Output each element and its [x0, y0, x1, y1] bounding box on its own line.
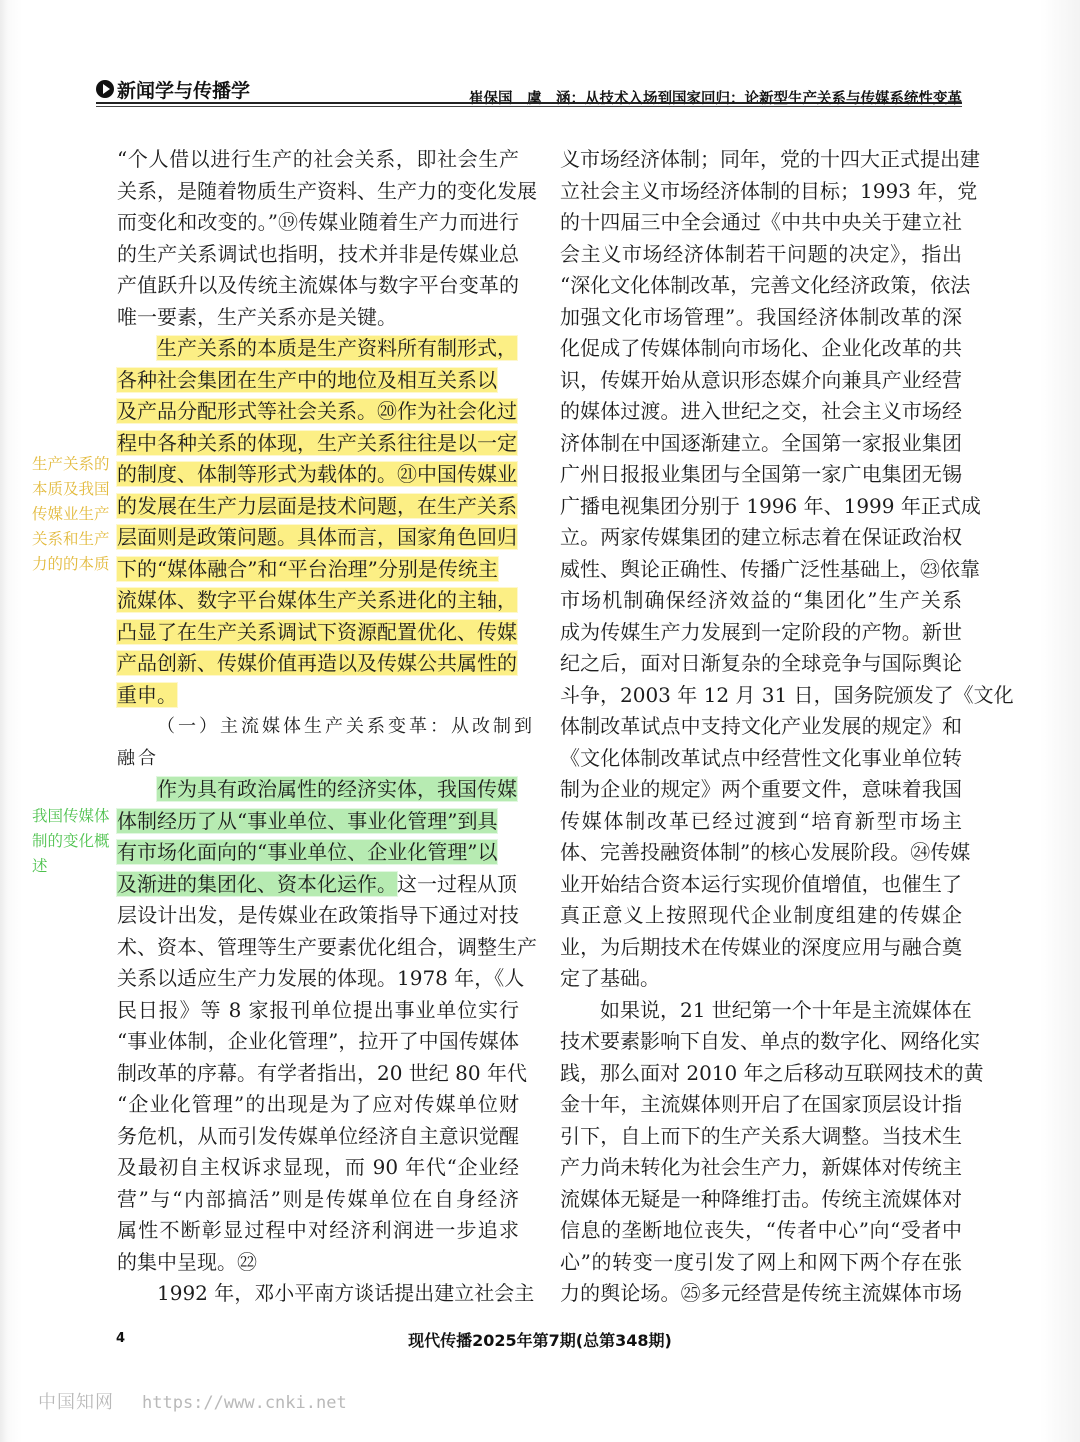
highlight-yellow: 层面则是政策问题。具体而言，国家角色回归 — [117, 525, 517, 549]
text-line: “个人借以进行生产的社会关系，即社会生产 — [117, 147, 519, 171]
text-line: “事业体制，企业化管理”，拉开了中国传媒体 — [117, 1029, 519, 1053]
text-line: 金十年，主流媒体则开启了在国家顶层设计指 — [560, 1092, 962, 1116]
margin-note-production-relations: 生产关系的本质及我国传媒业生产关系和生产力的的本质 — [32, 455, 110, 573]
text-line — [117, 365, 519, 397]
header-rule-thin — [96, 106, 962, 107]
highlight-yellow: 生产关系的本质是生产资料所有制形式， — [157, 336, 517, 360]
cnki-watermark — [38, 1388, 347, 1414]
text-line: 识，传媒开始从意识形态媒介向兼具产业经营 — [560, 367, 962, 392]
text-line: 信息的垄断地位丧失，“传者中心”向“受者中 — [560, 1218, 962, 1242]
highlight-yellow: 重申。 — [117, 682, 177, 707]
text-line — [117, 585, 519, 617]
highlight-yellow: 程中各种关系的体现，生产关系往往是以一定 — [117, 430, 517, 455]
text-line: 流媒体无疑是一种降维打击。传统主流媒体对 — [560, 1186, 962, 1211]
text-line — [117, 459, 519, 491]
text-line: 广播电视集团分别于 1996 年、1999 年正式成 — [560, 493, 981, 518]
text-line: 体、完善投融资体制”的核心发展阶段。㉔传媒 — [560, 840, 971, 864]
text-line: 化促成了传媒体制向市场化、企业化改革的共 — [560, 336, 962, 360]
journal-section-name — [96, 76, 250, 102]
section-heading: （一）主流媒体生产关系变革：从改制到 — [157, 716, 535, 737]
watermark-url: https://www.cnki.net — [142, 1393, 347, 1413]
text-line — [117, 522, 519, 554]
text-line: 如果说，21 世纪第一个十年是主流媒体在 — [600, 997, 972, 1022]
text-line: 定了基础。 — [560, 966, 660, 990]
text-line: 斗争，2003 年 12 月 31 日，国务院颁发了《文化 — [560, 682, 1014, 707]
running-title: 崔保国 虞 涵：从技术入场到国家回归：论新型生产关系与传媒系统性变革 — [469, 91, 962, 107]
text-line: 关系，是随着物质生产资料、生产力的变化发展 — [117, 178, 537, 203]
text-line — [117, 491, 519, 523]
margin-note-media-system: 我国传媒体制的变化概述 — [32, 807, 110, 875]
text-line: 力的舆论场。㉕多元经营是传统主流媒体市场 — [560, 1281, 962, 1305]
text-line: 《文化体制改革试点中经营性文化事业单位转 — [560, 745, 962, 770]
text-line: 的媒体过渡。进入世纪之交，社会主义市场经 — [560, 399, 962, 423]
text-line: 产值跃升以及传统主流媒体与数字平台变革的 — [117, 273, 519, 297]
section-heading-cont: 融合 — [117, 747, 159, 769]
text-line: 制为企业的规定》两个重要文件，意味着我国 — [560, 777, 962, 801]
text-line: 立社会主义市场经济体制的目标；1993 年，党 — [560, 178, 978, 203]
text-line: 民日报》等 8 家报刊单位提出事业单位实行 — [117, 997, 519, 1022]
text-line — [117, 428, 519, 460]
text-line: 属性不断彰显过程中对经济利润进一步追求 — [117, 1218, 519, 1242]
page-number: 4 — [116, 1331, 126, 1346]
text-line: 立。两家传媒集团的建立标志着在保证政治权 — [560, 525, 962, 549]
text-line: 的十四届三中全会通过《中共中央关于建立社 — [560, 210, 962, 234]
text-line: 心”的转变一度引发了网上和网下两个存在张 — [560, 1249, 962, 1274]
text-line: 市场机制确保经济效益的“集团化”生产关系 — [560, 588, 962, 612]
highlight-yellow: 的制度、体制等形式为载体的。㉑中国传媒业 — [117, 462, 517, 486]
text-line — [117, 680, 519, 712]
text-line: 1992 年，邓小平南方谈话提出建立社会主 — [157, 1281, 535, 1305]
text-line — [117, 554, 519, 586]
highlight-green: 作为具有政治属性的经济实体，我国传媒 — [157, 777, 517, 801]
text-line: 及渐进的集团化、资本化运作。这一过程从顶 — [117, 871, 517, 896]
watermark-site-name: 中国知网 — [38, 1392, 114, 1413]
text-line — [117, 837, 519, 869]
right-column — [560, 144, 1014, 1310]
text-line: 威性、舆论正确性、传播广泛性基础上，㉓依靠 — [560, 556, 980, 581]
text-line — [117, 396, 519, 428]
highlight-green: 体制经历了从“事业单位、事业化管理”到具 — [117, 808, 498, 833]
highlight-yellow: 的发展在生产力层面是技术问题，在生产关系 — [117, 493, 517, 518]
text-line — [117, 774, 519, 806]
text-line: 引下，自上而下的生产关系大调整。当技术生 — [560, 1123, 962, 1148]
text-line: 真正意义上按照现代企业制度组建的传媒企 — [560, 903, 962, 927]
text-line: 的生产关系调试也指明，技术并非是传媒业总 — [117, 241, 519, 266]
text-line: 及最初自主权诉求显现，而 90 年代“企业经 — [117, 1155, 519, 1179]
text-line: 义市场经济体制；同年，党的十四大正式提出建 — [560, 147, 980, 171]
journal-issue: 现代传播2025年第7期(总第348期) — [408, 1331, 672, 1350]
text-line: 加强文化市场管理”。我国经济体制改革的深 — [560, 304, 962, 329]
text-line — [117, 333, 519, 365]
text-line: 营”与“内部搞活”则是传媒单位在自身经济 — [117, 1186, 519, 1211]
text-line — [117, 648, 519, 680]
text-line: “深化文化体制改革，完善文化经济政策，依法 — [560, 273, 971, 297]
text-line: 业开始结合资本运行实现价值增值，也催生了 — [560, 871, 962, 896]
header-rule — [96, 102, 962, 104]
text-line: 技术要素影响下自发、单点的数字化、网络化实 — [560, 1029, 980, 1053]
left-column — [117, 144, 537, 1310]
text-line — [117, 617, 519, 649]
text-line: “企业化管理”的出现是为了应对传媒单位财 — [117, 1092, 519, 1116]
highlight-yellow: 产品创新、传媒价值再造以及传媒公共属性的 — [117, 651, 517, 675]
highlight-green: 及渐进的集团化、资本化运作。 — [117, 871, 397, 896]
highlight-yellow: 及产品分配形式等社会关系。⑳作为社会化过 — [117, 399, 517, 423]
highlight-yellow: 下的“媒体融合”和“平台治理”分别是传统主 — [117, 556, 498, 581]
text-line: 广州日报报业集团与全国第一家广电集团无锡 — [560, 462, 962, 486]
highlight-yellow: 流媒体、数字平台媒体生产关系进化的主轴， — [117, 588, 517, 612]
text-line: 践，那么面对 2010 年之后移动互联网技术的黄 — [560, 1060, 984, 1085]
journal-section-label: 新闻学与传播学 — [117, 79, 251, 102]
text-line: 济体制在中国逐渐建立。全国第一家报业集团 — [560, 430, 962, 455]
text-line: 务危机，从而引发传媒单位经济自主意识觉醒 — [117, 1123, 519, 1148]
text-line: 会主义市场经济体制若干问题的决定》，指出 — [560, 241, 962, 266]
text-line: 制改革的序幕。有学者指出，20 世纪 80 年代 — [117, 1060, 527, 1085]
text-line: 成为传媒生产力发展到一定阶段的产物。新世 — [560, 619, 962, 644]
text-line: 业，为后期技术在传媒业的深度应用与融合奠 — [560, 934, 962, 959]
highlight-yellow: 各种社会集团在生产中的地位及相互关系以 — [117, 367, 497, 392]
text-line: 而变化和改变的。”⑲传媒业随着生产力而进行 — [117, 210, 519, 234]
text-line: 传媒体制改革已经过渡到“培育新型市场主 — [560, 808, 962, 833]
highlight-yellow: 凸显了在生产关系调试下资源配置优化、传媒 — [117, 619, 517, 644]
highlight-green: 有市场化面向的“事业单位、企业化管理”以 — [117, 840, 498, 864]
text-line: 纪之后，面对日渐复杂的全球竞争与国际舆论 — [560, 651, 962, 675]
text-line: 关系以适应生产力发展的体现。1978 年，《人 — [117, 966, 525, 990]
text-line: 体制改革试点中支持文化产业发展的规定》和 — [560, 714, 962, 738]
text-line: 产力尚未转化为社会生产力，新媒体对传统主 — [560, 1155, 962, 1179]
play-circle-icon — [96, 80, 114, 98]
text-line: 唯一要素，生产关系亦是关键。 — [117, 304, 397, 329]
text-line: 的集中呈现。㉒ — [117, 1249, 257, 1274]
text-line: 术、资本、管理等生产要素优化组合，调整生产 — [117, 934, 537, 959]
text-line — [117, 806, 519, 838]
text-line: 层设计出发，是传媒业在政策指导下通过对技 — [117, 903, 519, 927]
